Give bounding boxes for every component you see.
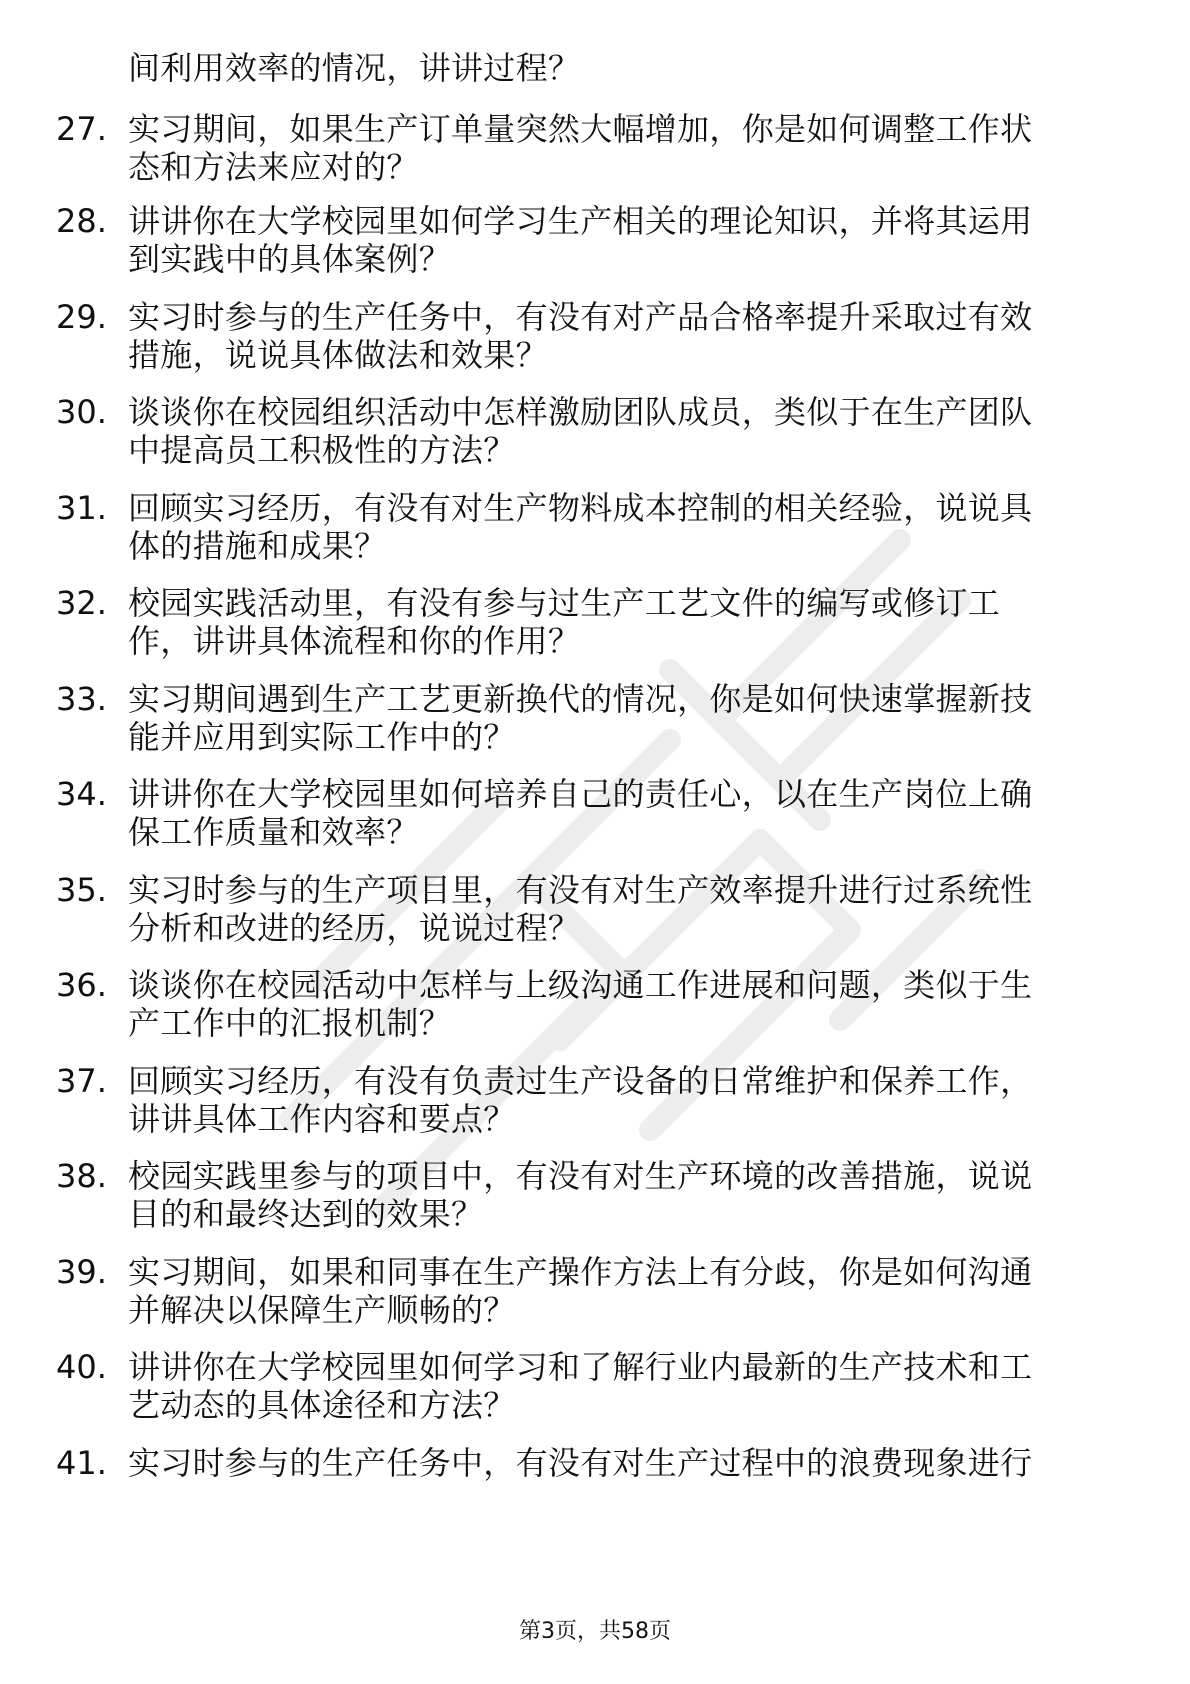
question-text-line: 分析和改进的经历，说说过程？ <box>128 909 581 947</box>
question-text-line: 能并应用到实际工作中的？ <box>128 718 516 756</box>
question-text-line: 体的措施和成果？ <box>128 527 387 565</box>
question-number: 34. <box>56 775 107 813</box>
question-text-line: 保工作质量和效率？ <box>128 813 419 851</box>
question-number: 32. <box>56 584 107 622</box>
intro-continuation-line: 间利用效率的情况，讲讲过程？ <box>128 49 581 87</box>
question-text-line: 产工作中的汇报机制？ <box>128 1004 452 1042</box>
question-text-line: 到实践中的具体案例？ <box>128 240 452 278</box>
question-text-line: 校园实践活动里，有没有参与过生产工艺文件的编写或修订工 <box>128 584 1001 622</box>
question-number: 40. <box>56 1348 107 1386</box>
question-text-line: 谈谈你在校园活动中怎样与上级沟通工作进展和问题，类似于生 <box>128 966 1033 1004</box>
question-number: 27. <box>56 110 107 148</box>
page-footer: 第3页，共58页 <box>519 1619 671 1644</box>
question-text-line: 谈谈你在校园组织活动中怎样激励团队成员，类似于在生产团队 <box>128 393 1033 431</box>
question-text-line: 艺动态的具体途径和方法？ <box>128 1386 516 1424</box>
question-text-line: 措施，说说具体做法和效果？ <box>128 336 548 374</box>
question-text-line: 回顾实习经历，有没有对生产物料成本控制的相关经验，说说具 <box>128 489 1033 527</box>
question-number: 36. <box>56 966 107 1004</box>
question-number: 39. <box>56 1253 107 1291</box>
question-text-line: 实习时参与的生产任务中，有没有对产品合格率提升采取过有效 <box>128 298 1033 336</box>
question-text-line: 实习期间，如果和同事在生产操作方法上有分歧，你是如何沟通 <box>128 1253 1033 1291</box>
question-number: 41. <box>56 1444 107 1482</box>
question-number: 35. <box>56 871 107 909</box>
question-text-line: 校园实践里参与的项目中，有没有对生产环境的改善措施，说说 <box>128 1157 1033 1195</box>
question-number: 28. <box>56 202 107 240</box>
question-number: 29. <box>56 298 107 336</box>
question-text-line: 实习时参与的生产项目里，有没有对生产效率提升进行过系统性 <box>128 871 1033 909</box>
question-text-line: 并解决以保障生产顺畅的？ <box>128 1291 516 1329</box>
question-text-line: 目的和最终达到的效果？ <box>128 1195 484 1233</box>
question-text-line: 讲讲你在大学校园里如何培养自己的责任心，以在生产岗位上确 <box>128 775 1033 813</box>
question-text-line: 态和方法来应对的？ <box>128 148 419 186</box>
question-number: 38. <box>56 1157 107 1195</box>
question-number: 33. <box>56 680 107 718</box>
question-text-line: 回顾实习经历，有没有负责过生产设备的日常维护和保养工作， <box>128 1062 1033 1100</box>
question-number: 31. <box>56 489 107 527</box>
question-text-line: 讲讲具体工作内容和要点？ <box>128 1100 516 1138</box>
question-text-line: 实习时参与的生产任务中，有没有对生产过程中的浪费现象进行 <box>128 1444 1033 1482</box>
question-text-line: 作，讲讲具体流程和你的作用？ <box>128 622 581 660</box>
question-number: 30. <box>56 393 107 431</box>
question-number: 37. <box>56 1062 107 1100</box>
question-text-line: 讲讲你在大学校园里如何学习和了解行业内最新的生产技术和工 <box>128 1348 1033 1386</box>
question-text-line: 实习期间遇到生产工艺更新换代的情况，你是如何快速掌握新技 <box>128 680 1033 718</box>
question-text-line: 实习期间，如果生产订单量突然大幅增加，你是如何调整工作状 <box>128 110 1033 148</box>
question-text-line: 中提高员工积极性的方法？ <box>128 431 516 469</box>
question-text-line: 讲讲你在大学校园里如何学习生产相关的理论知识，并将其运用 <box>128 202 1033 240</box>
